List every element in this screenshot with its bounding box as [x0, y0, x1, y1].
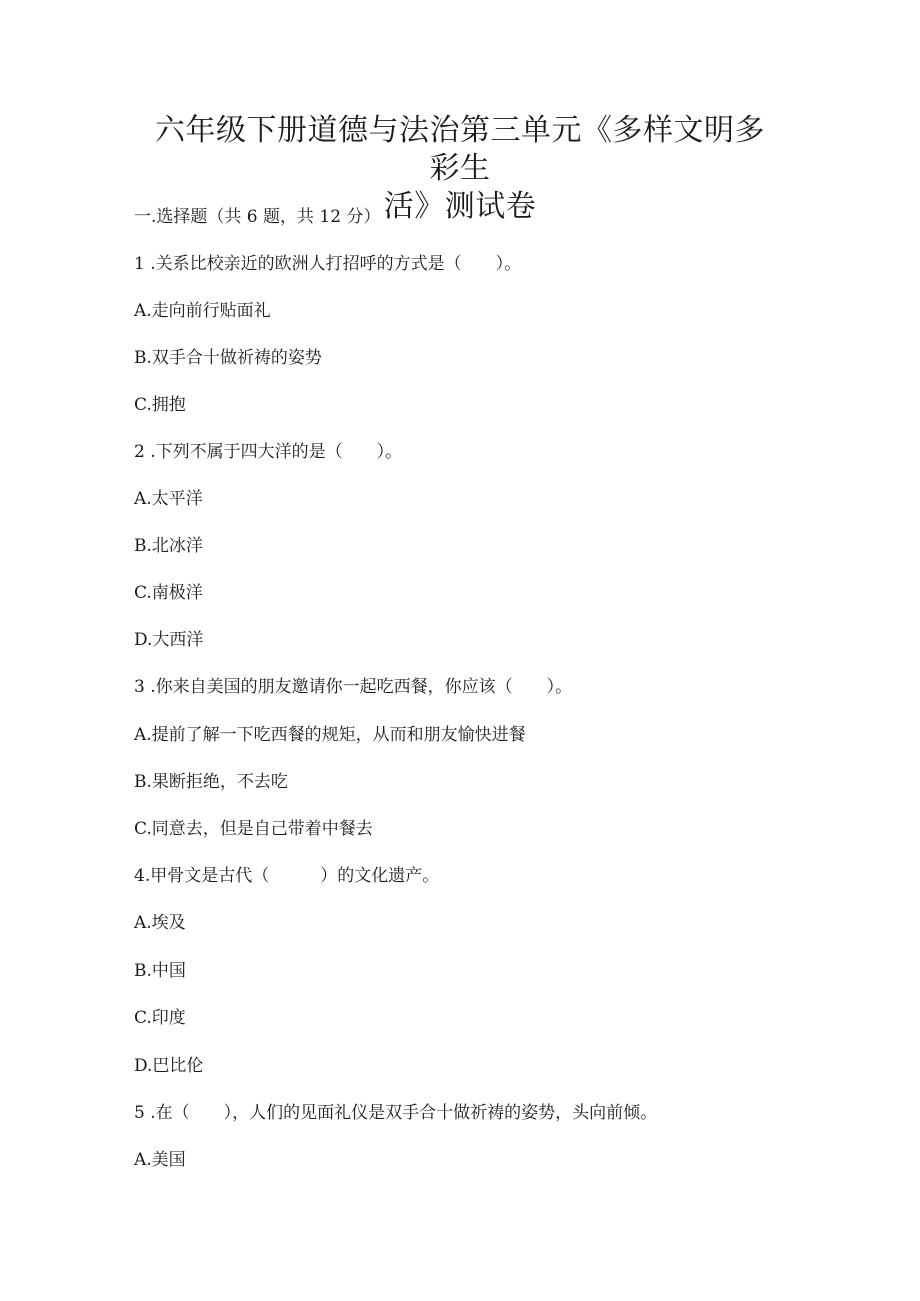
question-2-option-b: B.北冰洋	[134, 536, 203, 556]
question-3-stem: 3 .你来自美国的朋友邀请你一起吃西餐，你应该（ ）。	[134, 677, 573, 697]
title-line-2: 活》测试卷	[383, 189, 537, 224]
title-line-1: 六年级下册道德与法治第三单元《多样文明多彩生	[155, 113, 765, 186]
question-2-option-c: C.南极洋	[134, 583, 203, 603]
question-1-stem: 1 .关系比校亲近的欧洲人打招呼的方式是（ ）。	[134, 254, 522, 274]
question-1-option-c: C.拥抱	[134, 395, 186, 415]
question-1-option-a: A.走向前行贴面礼	[134, 301, 271, 321]
question-4-option-a: A.埃及	[134, 913, 186, 933]
question-1-option-b: B.双手合十做祈祷的姿势	[134, 348, 322, 368]
question-2-option-a: A.太平洋	[134, 489, 203, 509]
question-5-option-a: A.美国	[134, 1150, 186, 1170]
question-3-option-c: C.同意去，但是自己带着中餐去	[134, 819, 373, 839]
question-4-stem: 4.甲骨文是古代（ ）的文化遗产。	[134, 866, 440, 886]
question-4-option-c: C.印度	[134, 1008, 186, 1028]
question-3-option-a: A.提前了解一下吃西餐的规矩，从而和朋友愉快进餐	[134, 725, 526, 745]
question-5-stem: 5 .在（ ），人们的见面礼仪是双手合十做祈祷的姿势，头向前倾。	[134, 1103, 658, 1123]
question-4-option-b: B.中国	[134, 961, 186, 981]
question-2-stem: 2 .下列不属于四大洋的是（ ）。	[134, 442, 403, 462]
question-4-option-d: D.巴比伦	[134, 1056, 204, 1076]
question-3-option-b: B.果断拒绝，不去吃	[134, 772, 288, 792]
question-2-option-d: D.大西洋	[134, 630, 204, 650]
section-heading: 一.选择题（共 6 题，共 12 分）	[134, 207, 381, 227]
